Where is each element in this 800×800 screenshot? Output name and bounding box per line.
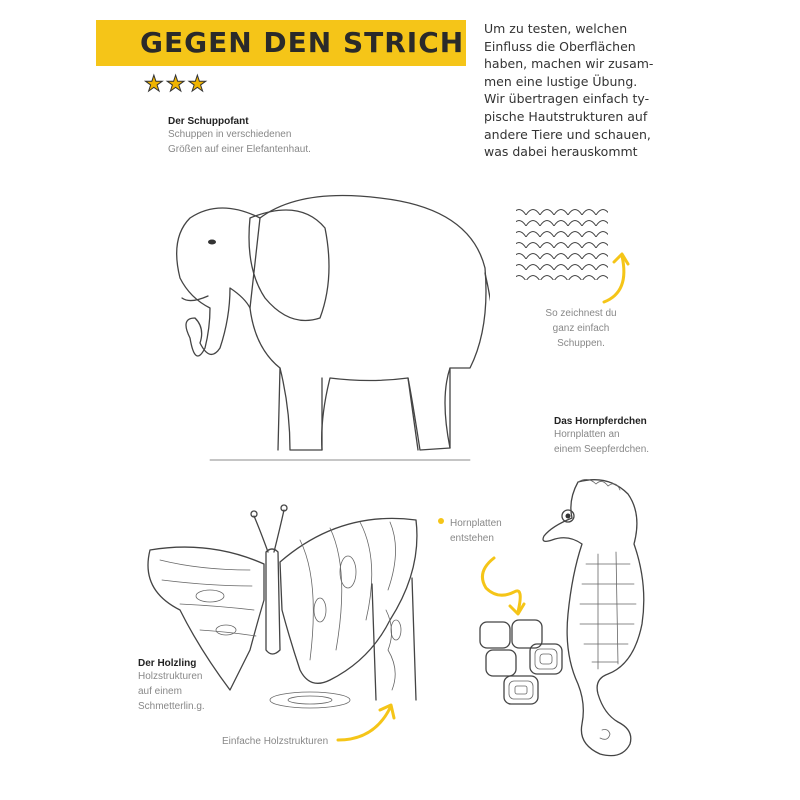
intro-text xyxy=(484,20,664,161)
elephant-caption xyxy=(168,116,311,157)
scales-note-line: ganz einfach xyxy=(552,323,610,334)
intro-line: Wir übertragen einfach ty- xyxy=(484,91,650,107)
seahorse-caption xyxy=(554,416,649,457)
difficulty-stars: ★★★ xyxy=(144,72,210,97)
horn-note xyxy=(450,516,520,546)
seahorse-illustration xyxy=(538,474,658,764)
arrow-curl-icon xyxy=(474,552,534,622)
arrow-right-icon xyxy=(334,700,404,744)
elephant-caption-title: Der Schuppofant xyxy=(168,116,249,127)
arrow-up-icon xyxy=(600,246,640,306)
seahorse-caption-title: Das Hornpferdchen xyxy=(554,416,647,427)
seahorse-caption-line: Hornplatten an xyxy=(554,429,620,440)
wood-note: Einfache Holzstrukturen xyxy=(222,736,329,747)
butterfly-caption-line: Schmetterlin.g. xyxy=(138,701,205,712)
elephant-illustration xyxy=(150,178,490,468)
butterfly-caption-title: Der Holzling xyxy=(138,658,197,669)
scales-sample xyxy=(512,204,612,284)
scales-note-line: So zeichnest du xyxy=(545,308,617,319)
intro-line: was dabei herauskommt xyxy=(484,144,638,160)
scales-note xyxy=(536,306,626,351)
butterfly-illustration xyxy=(140,500,430,710)
bullet-dot-icon xyxy=(436,516,446,526)
intro-line: andere Tiere und schauen, xyxy=(484,126,651,142)
seahorse-caption-line: einem Seepferdchen. xyxy=(554,444,650,455)
butterfly-caption-line: Holzstrukturen xyxy=(138,671,203,682)
butterfly-caption-line: auf einem xyxy=(138,686,182,697)
intro-line: pische Hautstrukturen auf xyxy=(484,108,648,124)
intro-line: Um zu testen, welchen xyxy=(484,21,628,36)
intro-line: men eine lustige Übung. xyxy=(484,73,638,89)
horn-note-line: entstehen xyxy=(450,533,494,544)
elephant-caption-line: Größen auf einer Elefantenhaut. xyxy=(168,144,311,155)
intro-line: Einfluss die Oberflächen xyxy=(484,38,636,54)
intro-line: haben, machen wir zusam- xyxy=(484,56,654,72)
horn-note-line: Hornplatten xyxy=(450,518,502,529)
elephant-caption-line: Schuppen in verschiedenen xyxy=(168,129,292,140)
page-title: GEGEN DEN STRICH xyxy=(140,26,465,59)
scales-note-line: Schuppen. xyxy=(557,338,605,349)
